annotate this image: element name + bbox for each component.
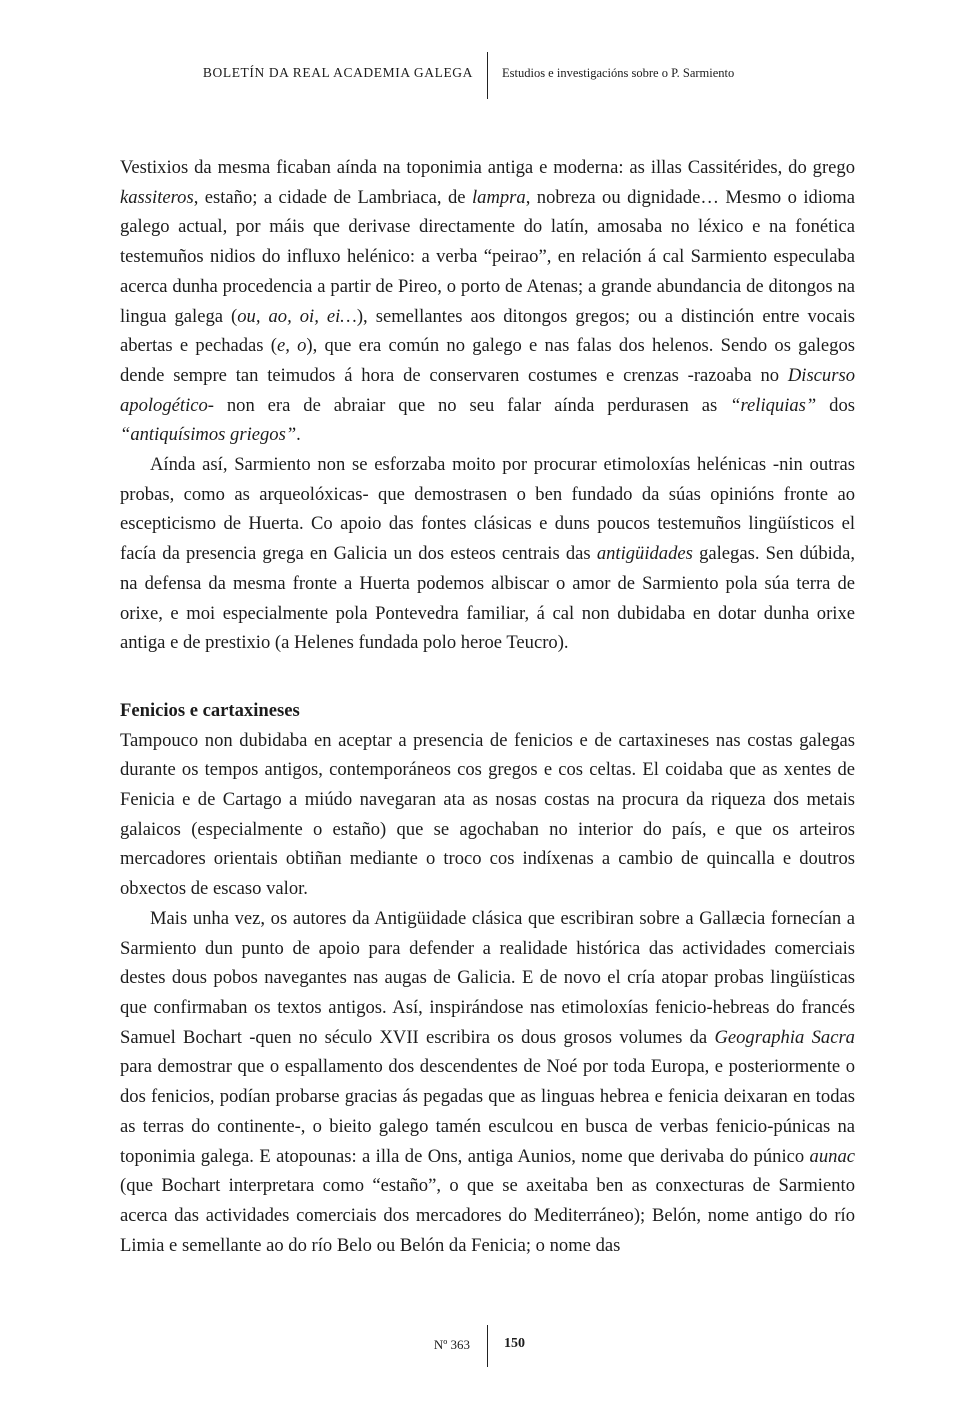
issue-number: Nº 363 [433,1337,470,1352]
text-run: dos [816,394,855,416]
running-header [0,52,975,102]
italic-text: “reliquias” [730,394,817,416]
text-run: , nobreza ou dignidade… Mesmo o idioma galego actual, por máis que derivase directamente do latín, amosaba no léxico e na fonética testemuños nidios do influxo helénico: a verba “peirao”, en relación á cal Sarmiento especulaba acerca dunha procedencia a partir de Pireo, o porto de Atenas; a grande abundancia de ditongos na lingua galega ( [120,186,855,327]
text-run: , estaño; a cidade de Lambriaca, de [193,186,472,208]
text-run: (que Bochart interpretara como “estaño”, o que se axeitaba ben as conxecturas de Sarmiento acerca das actividades comerciais dos mercadores do Mediterráneo); Belón, nome antigo do río Limia e semellante ao do río Belo ou Belón da Fenicia; o nome das [120,1175,855,1256]
italic-text: kassiteros [120,186,194,208]
italic-text: Discurso apologético [120,364,855,416]
text-run: Tampouco non dubidaba en aceptar a presencia de fenicios e de cartaxineses nas costas galegas durante os tempos antigos, contemporáneos cos gregos e cos celtas. El coidaba que as xentes de Fenicia e de Cartago a miúdo navegaran ata as nosas costas na procura da riqueza dos metais galaicos (especialmente o estaño) que se agochaban no interior do país, e que os arteiros mercadores orientais obtiñan mediante o troco cos indíxenas a cambio de quincalla e doutros obxectos de escaso valor. [120,729,855,900]
text-run: - non era de abraiar que no seu falar aínda perdurasen as [207,394,731,416]
paragraph [120,726,855,904]
text-run: galegas. Sen dúbida, na defensa da mesma fronte a Huerta podemos albiscar o amor de Sarmiento pola súa terra de orixe, e moi especialmente pola Pontevedra familiar, á cal non dubidaba en dotar dunha orixe antiga e de prestixio (a Helenes fundada polo heroe Teucro). [120,543,855,654]
italic-text: e, o [276,335,307,357]
journal-title: BOLETÍN DA REAL ACADEMIA GALEGA [202,65,473,80]
text-run: para demostrar que o espallamento dos descendentes de Noé por toda Europa, e posteriormente o dos fenicios, podían probarse gracias ás pegadas que as linguas hebrea e fenicia deixaran en todas as terras do continente-, o bieito galego tamén esculcou en busca de verbas fenicio-púnicas na toponimia galega. E atopounas: a illa de Ons, antiga Aunios, nome que derivaba do púnico [120,1056,855,1167]
paragraph [120,904,855,1260]
italic-text: “antiquísimos griegos” [120,424,297,446]
paragraph [120,153,855,450]
section-title: Estudios e investigacións sobre o P. Sarmiento [502,66,735,80]
header-divider [487,52,488,99]
article-body [120,153,855,1260]
text-run: Aínda así, Sarmiento non se esforzaba moito por procurar etimoloxías helénicas -nin outras probas, como as arqueolóxicas- que demostrasen o ben fundado da súas opinións fronte ao escepticismo de Huerta. Co apoio das fontes clásicas e duns poucos testemuños lingüísticos el facía da presencia grega en Galicia un dos esteos centrais das [120,454,855,565]
italic-text: ou, ao, oi, ei… [237,305,357,327]
italic-text: lampra [471,186,526,208]
italic-text: Geographia Sacra [714,1026,855,1048]
text-run: Vestixios da mesma ficaban aínda na toponimia antiga e moderna: as illas Cassitérides, do grego [120,157,855,178]
text-run: . [296,424,301,446]
paragraph [120,450,855,658]
text-run: ), que era común no galego e nas falas dos helenos. Sendo os galegos dende sempre tan teimudos á hora de conservaren costumes e crenzas -razoaba no [120,335,855,386]
italic-text: aunac [809,1145,855,1167]
text-run: ), semellantes aos ditongos gregos; ou a distinción entre vocais abertas e pechadas ( [120,305,856,357]
italic-text: antigüidades [596,543,693,565]
page-number: 150 [504,1336,525,1351]
footer-divider [487,1325,488,1367]
page-footer [0,1325,975,1370]
text-run: Mais unha vez, os autores da Antigüidade clásica que escribiran sobre a Gallæcia fornecían a Sarmiento dun punto de apoio para defender a realidade histórica das actividades comerciais destes dous pobos navegantes nas augas de Galicia. E de novo el cría atopar probas lingüísticas que confirmaban os textos antigos. Así, inspirándose nas etimoloxías fenicio-hebreas do francés Samuel Bochart -quen no século XVII escribira os dous grosos volumes da [120,907,855,1048]
section-heading: Fenicios e cartaxineses [120,699,300,721]
